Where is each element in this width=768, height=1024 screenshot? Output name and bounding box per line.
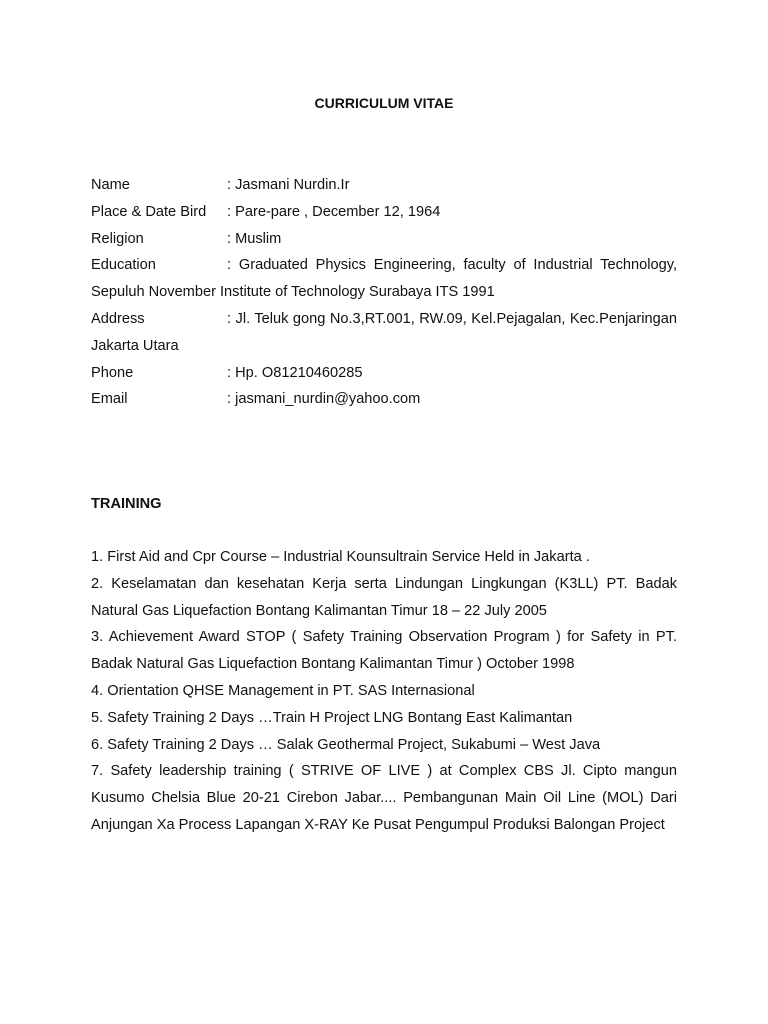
list-item: 5. Safety Training 2 Days …Train H Project LNG Bontang East Kalimantan <box>91 709 573 726</box>
list-item: 2. Keselamatan dan kesehatan Kerja serta Lindungan Lingkungan (K3LL) PT. Badak Natural Gas Liquefaction Bontang Kalimantan Timur 18 – 22 July 2005 <box>91 575 677 619</box>
info-label: Religion <box>91 230 144 247</box>
info-value: : Hp. O81210460285 <box>227 364 363 381</box>
personal-info <box>91 172 677 413</box>
info-value: : Pare-pare , December 12, 1964 <box>227 203 441 220</box>
info-value: : jasmani_nurdin@yahoo.com <box>227 391 421 408</box>
list-item: 3. Achievement Award STOP ( Safety Training Observation Program ) for Safety in PT. Badak Natural Gas Liquefaction Bontang Kalimantan Timur ) October 1998 <box>91 629 677 673</box>
info-label: Place & Date Bird <box>91 203 207 220</box>
training-heading: TRAINING <box>91 496 162 512</box>
info-row-education <box>91 252 677 306</box>
info-row-religion <box>91 226 677 253</box>
info-row-birth <box>91 199 677 226</box>
info-value: : Graduated Physics Engineering, faculty of Industrial Technology, Sepuluh November Institute of Technology Surabaya ITS 1991 <box>91 257 677 301</box>
list-item: 4. Orientation QHSE Management in PT. SAS Internasional <box>91 682 475 699</box>
training-list <box>91 544 677 839</box>
info-value: : Muslim <box>227 230 282 247</box>
info-value: : Jasmani Nurdin.Ir <box>227 177 350 193</box>
info-row-phone <box>91 360 677 387</box>
info-label: Education <box>91 257 156 274</box>
info-row-address <box>91 306 677 360</box>
info-value: : Jl. Teluk gong No.3,RT.001, RW.09, Kel.Pejagalan, Kec.Penjaringan Jakarta Utara <box>91 310 677 354</box>
info-row-name <box>91 172 677 199</box>
info-row-email <box>91 386 677 413</box>
document-title: CURRICULUM VITAE <box>314 95 454 111</box>
list-item: 6. Safety Training 2 Days … Salak Geothermal Project, Sukabumi – West Java <box>91 736 601 753</box>
info-label: Email <box>91 391 128 408</box>
info-label: Phone <box>91 364 134 381</box>
info-label: Address <box>91 310 145 327</box>
list-item: 1. First Aid and Cpr Course – Industrial Kounsultrain Service Held in Jakarta . <box>91 549 590 565</box>
list-item: 7. Safety leadership training ( STRIVE OF LIVE ) at Complex CBS Jl. Cipto mangun Kusumo Chelsia Blue 20-21 Cirebon Jabar.... Pembangunan Main Oil Line (MOL) Dari Anjungan Xa Process Lapangan X-RAY Ke Pusat Pengumpul Produksi Balongan Project <box>91 763 677 833</box>
info-label: Name <box>91 177 130 193</box>
